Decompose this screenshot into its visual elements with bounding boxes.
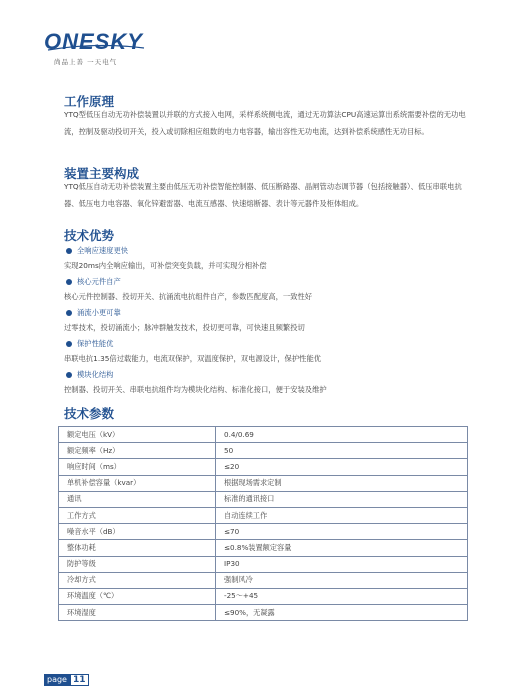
swoosh-icon [46,44,146,52]
principle-text: YTQ型低压自动无功补偿装置以并联的方式接入电网，采样系统侧电流，通过无功算法CPU高速运算出系统需要补偿的无功电流，控制及驱动投切开关，投入或切除相应组数的电力电容器，输出容性无功电流，达到补偿系统感性无功目标。 [64,110,466,136]
param-key: 响应时间（ms） [59,459,216,475]
bullet-icon [66,310,72,316]
table-row [59,491,468,507]
param-key: 冷却方式 [59,572,216,588]
table-row [59,588,468,604]
advantage-item [64,367,474,398]
param-value: 标准的通讯接口 [216,491,468,507]
table-row [59,427,468,443]
params-table [58,426,468,621]
param-value: 强制风冷 [216,572,468,588]
advantage-item [64,305,474,336]
table-row [59,605,468,621]
param-key: 单机补偿容量（kvar） [59,475,216,491]
param-value: 0.4/0.69 [216,427,468,443]
table-row [59,556,468,572]
advantage-head: 全响应速度更快 [77,246,129,255]
param-key: 额定频率（Hz） [59,443,216,459]
param-key: 防护等级 [59,556,216,572]
param-value: 自动连续工作 [216,507,468,523]
principle-title: 工作原理 [64,94,115,109]
brand-logo [44,30,154,68]
table-row [59,540,468,556]
bullet-icon [66,279,72,285]
param-key: 通讯 [59,491,216,507]
advantage-item [64,274,474,305]
table-row [59,572,468,588]
table-row [59,443,468,459]
advantage-text: 串联电抗1.35倍过载能力，电流双保护，双温度保护，双电源设计，保护性能优 [64,354,322,363]
bullet-icon [66,372,72,378]
param-value: ≤90%，无凝露 [216,605,468,621]
advantage-item [64,243,474,274]
brand-slogan: 尚品上善 一天电气 [54,58,118,66]
param-value: ≤0.8%装置额定容量 [216,540,468,556]
param-value: IP30 [216,556,468,572]
param-key: 噪音水平（dB） [59,524,216,540]
param-value: 50 [216,443,468,459]
advantage-head: 核心元件自产 [77,277,121,286]
param-key: 整体功耗 [59,540,216,556]
advantage-text: 实现20ms内全响应输出，可补偿突变负载，并可实现分相补偿 [64,261,267,270]
advantages-title: 技术优势 [64,228,115,243]
composition-text: YTQ低压自动无功补偿装置主要由低压无功补偿智能控制器、低压断路器、晶闸管动态调节器（包括接触器）、低压串联电抗器、低压电力电容器、氧化锌避雷器、电流互感器、快速熔断器、表计等元器件及柜体组成。 [64,182,462,208]
param-key: 额定电压（kV） [59,427,216,443]
table-row [59,507,468,523]
bullet-icon [66,248,72,254]
advantage-text: 过零技术，投切涌流小；脉冲群触发技术，投切更可靠，可快速且频繁投切 [64,323,305,332]
param-value: ≤70 [216,524,468,540]
page-footer [44,674,89,686]
advantage-text: 控制器、投切开关、串联电抗组件均为模块化结构、标准化接口，便于安装及维护 [64,385,327,394]
param-key: 环境湿度 [59,605,216,621]
advantage-item [64,336,474,367]
param-key: 工作方式 [59,507,216,523]
params-title: 技术参数 [64,406,115,421]
advantage-head: 保护性能优 [77,339,114,348]
advantage-head: 模块化结构 [77,370,114,379]
advantage-head: 涌流小更可靠 [77,308,121,317]
page-number: 11 [70,674,89,686]
advantages-list [64,243,474,398]
advantage-text: 核心元件控制器、投切开关、抗涌流电抗组件自产，参数匹配度高，一致性好 [64,292,313,301]
table-row [59,459,468,475]
param-value: ≤20 [216,459,468,475]
composition-title: 装置主要构成 [64,166,140,181]
table-row [59,524,468,540]
param-value: 根据现场需求定制 [216,475,468,491]
table-row [59,475,468,491]
bullet-icon [66,341,72,347]
page-label: page [44,674,70,686]
brand-name: ONESKY [44,29,143,54]
param-value: -25～+45 [216,588,468,604]
param-key: 环境温度（℃） [59,588,216,604]
